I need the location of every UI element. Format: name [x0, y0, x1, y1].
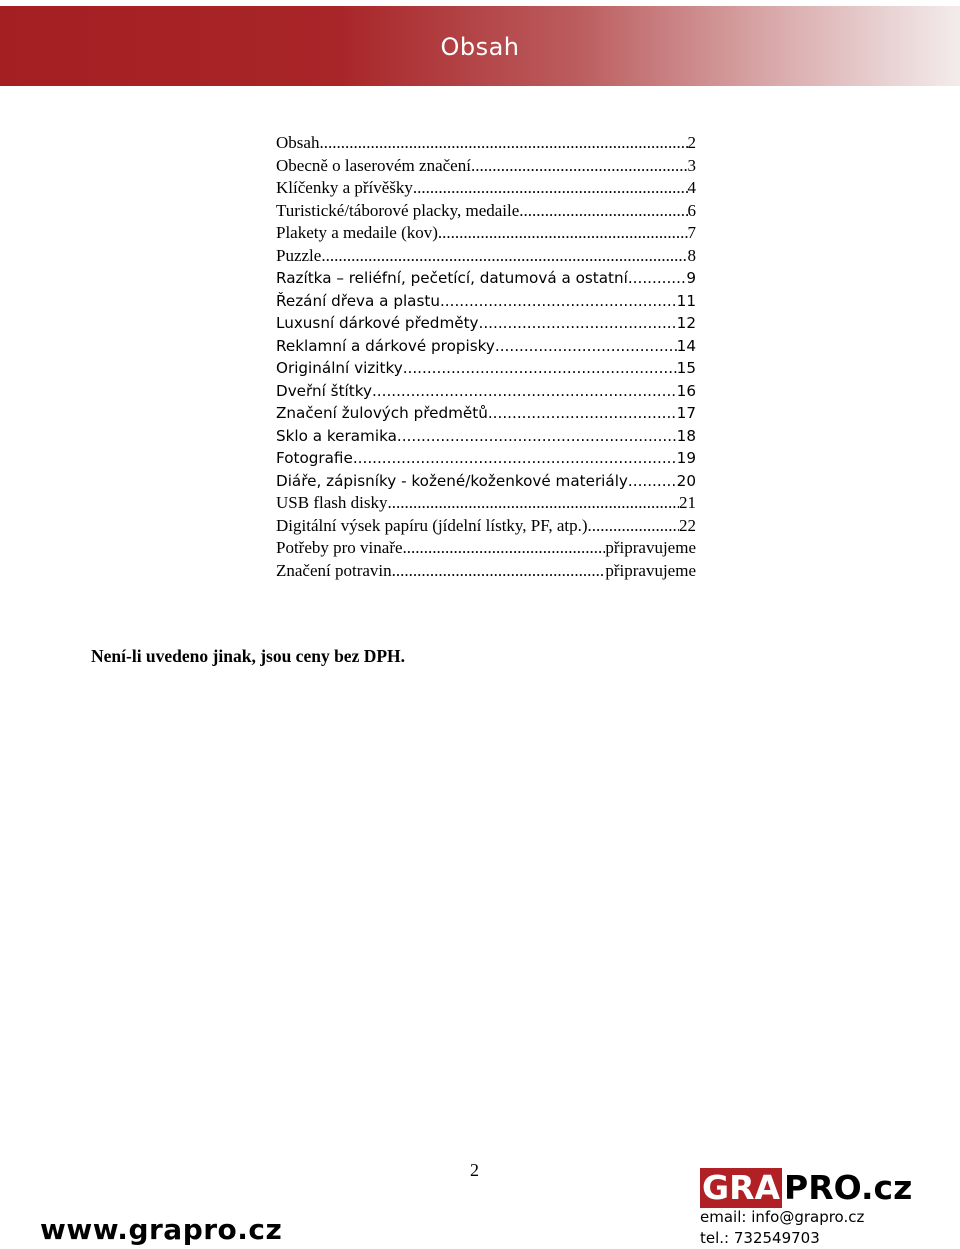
toc-dot-leader [319, 132, 687, 155]
toc-dot-leader [353, 447, 677, 470]
page-number: 2 [470, 1160, 479, 1180]
toc-entry-page: 17 [676, 404, 696, 422]
page-title: Obsah [440, 33, 520, 61]
toc-entry-title: Klíčenky a přívěšky [276, 178, 413, 197]
toc-entry-title: Puzzle [276, 245, 322, 265]
toc-entry[interactable] [276, 560, 696, 583]
toc-entry-page: připravujeme [605, 538, 696, 557]
toc-entry[interactable] [276, 537, 696, 560]
toc-dot-leader [628, 470, 677, 493]
logo-part-red: GRA [702, 1168, 781, 1207]
toc-entry-title: Plakety a medaile (kov) [276, 223, 438, 242]
toc-entry-page: 7 [687, 223, 696, 242]
toc-entry-page: 6 [687, 200, 696, 220]
grapro-logo [700, 1168, 912, 1208]
toc-entry-title: Luxusní dárkové předměty [276, 314, 479, 332]
price-note: Není-li uvedeno jinak, jsou ceny bez DPH. [91, 646, 406, 666]
toc-entry-page: 18 [676, 426, 696, 445]
toc-dot-leader [440, 290, 677, 313]
toc-dot-leader [628, 267, 686, 290]
logo-part-black: PRO.cz [784, 1168, 913, 1207]
toc-dot-leader [479, 312, 677, 335]
toc-entry[interactable] [276, 222, 696, 245]
toc-dot-leader [471, 155, 688, 178]
toc-entry[interactable] [276, 447, 696, 470]
toc-entry[interactable] [276, 357, 696, 380]
toc-entry[interactable] [276, 200, 696, 223]
toc-entry[interactable] [276, 267, 696, 290]
toc-entry[interactable] [276, 380, 696, 403]
toc-dot-leader [413, 177, 688, 200]
contact-email[interactable]: email: info@grapro.cz [700, 1208, 865, 1226]
toc-entry[interactable] [276, 290, 696, 313]
table-of-contents [276, 132, 696, 582]
toc-entry-title: Digitální výsek papíru (jídelní lístky, PF, atp.) [276, 515, 588, 535]
toc-dot-leader [372, 380, 677, 403]
toc-entry-page: 22 [679, 515, 696, 535]
toc-entry-title: Dveřní štítky [276, 381, 372, 400]
toc-dot-leader [392, 560, 606, 583]
toc-entry-page: 20 [676, 471, 696, 490]
toc-dot-leader [403, 537, 606, 560]
toc-entry[interactable] [276, 515, 696, 538]
toc-dot-leader [519, 200, 687, 223]
toc-entry-title: Razítka – reliéfní, pečetící, datumová a ostatní [276, 269, 628, 287]
website-link[interactable]: www.grapro.cz [40, 1213, 283, 1246]
toc-entry[interactable] [276, 155, 696, 178]
toc-dot-leader [488, 402, 677, 425]
toc-entry-title: Značení žulových předmětů [276, 404, 488, 422]
toc-dot-leader [397, 425, 677, 448]
toc-entry-title: Sklo a keramika [276, 426, 397, 445]
toc-entry-title: Reklamní a dárkové propisky [276, 336, 495, 355]
toc-entry-title: USB flash disky [276, 493, 388, 512]
toc-entry[interactable] [276, 470, 696, 493]
toc-entry-page: 15 [676, 359, 696, 377]
toc-entry-page: 4 [687, 178, 696, 197]
toc-entry-page: 11 [676, 291, 696, 310]
toc-entry[interactable] [276, 425, 696, 448]
toc-entry-page: 14 [676, 336, 696, 355]
toc-entry-title: Fotografie [276, 449, 353, 467]
toc-entry-title: Potřeby pro vinaře [276, 538, 403, 557]
toc-entry-page: 3 [687, 155, 696, 175]
toc-dot-leader [495, 335, 677, 358]
toc-dot-leader [387, 492, 679, 515]
toc-entry-title: Turistické/táborové placky, medaile [276, 200, 520, 220]
toc-dot-leader [321, 245, 687, 268]
toc-dot-leader [588, 515, 679, 538]
header-banner [0, 6, 960, 86]
toc-entry-title: Značení potravin [276, 560, 392, 580]
toc-entry[interactable] [276, 132, 696, 155]
toc-entry-title: Originální vizitky [276, 359, 403, 377]
toc-entry-page: 8 [687, 245, 696, 265]
toc-entry-page: 12 [676, 314, 696, 332]
toc-entry[interactable] [276, 312, 696, 335]
toc-entry-page: 21 [679, 493, 696, 512]
contact-phone: tel.: 732549703 [700, 1229, 820, 1247]
toc-entry[interactable] [276, 177, 696, 200]
toc-entry-page: 9 [686, 269, 696, 287]
toc-entry[interactable] [276, 492, 696, 515]
toc-entry[interactable] [276, 402, 696, 425]
toc-entry-title: Obsah [276, 133, 320, 152]
toc-entry-page: 2 [687, 133, 696, 152]
toc-entry[interactable] [276, 335, 696, 358]
toc-entry-title: Obecně o laserovém značení [276, 155, 471, 175]
toc-entry-title: Diáře, zápisníky - kožené/koženkové materiály [276, 471, 628, 490]
toc-entry-page: 19 [676, 449, 696, 467]
toc-dot-leader [403, 357, 677, 380]
toc-entry-page: 16 [676, 381, 696, 400]
toc-entry[interactable] [276, 245, 696, 268]
toc-entry-page: připravujeme [605, 560, 696, 580]
toc-dot-leader [438, 222, 688, 245]
toc-entry-title: Řezání dřeva a plastu [276, 291, 440, 310]
